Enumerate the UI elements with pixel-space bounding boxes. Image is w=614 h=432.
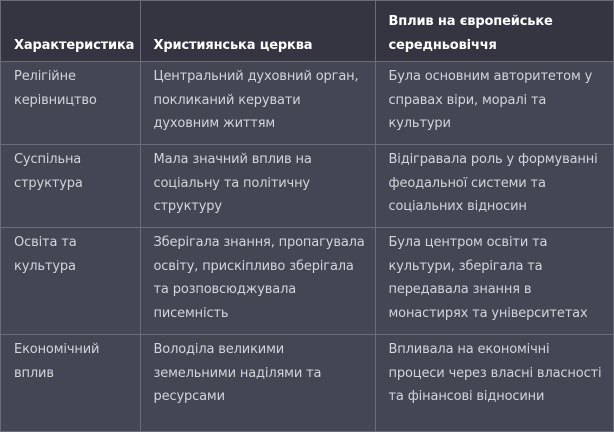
table-row [1, 62, 613, 145]
cell-church: Володіла великими земельними наділями та ресурсами [140, 335, 375, 432]
cell-church: Центральний духовний орган, покликаний керувати духовним життям [140, 62, 375, 145]
cell-characteristic: Економічний вплив [1, 335, 140, 432]
cell-church: Мала значний вплив на соціальну та політичну структуру [140, 145, 375, 228]
header-influence: Вплив на європейське середньовіччя [375, 1, 613, 62]
header-church: Християнська церква [140, 1, 375, 62]
table-header-row [1, 1, 613, 62]
cell-church: Зберігала знання, пропагувала освіту, прискіпливо зберігала та розповсюджувала писемність [140, 228, 375, 335]
header-characteristic: Характеристика [1, 1, 140, 62]
cell-influence: Була центром освіти та культури, зберігала та передавала знання в монастирях та університетах [375, 228, 613, 335]
cell-influence: Відігравала роль у формуванні феодальної системи та соціальних відносин [375, 145, 613, 228]
cell-influence: Була основним авторитетом у справах віри, моралі та культури [375, 62, 613, 145]
cell-characteristic: Освіта та культура [1, 228, 140, 335]
table-row [1, 335, 613, 432]
cell-characteristic: Суспільна структура [1, 145, 140, 228]
table-row [1, 145, 613, 228]
comparison-table [1, 1, 613, 432]
table-row [1, 228, 613, 335]
cell-influence: Впливала на економічні процеси через власні власності та фінансові відносини [375, 335, 613, 432]
cell-characteristic: Релігійне керівництво [1, 62, 140, 145]
